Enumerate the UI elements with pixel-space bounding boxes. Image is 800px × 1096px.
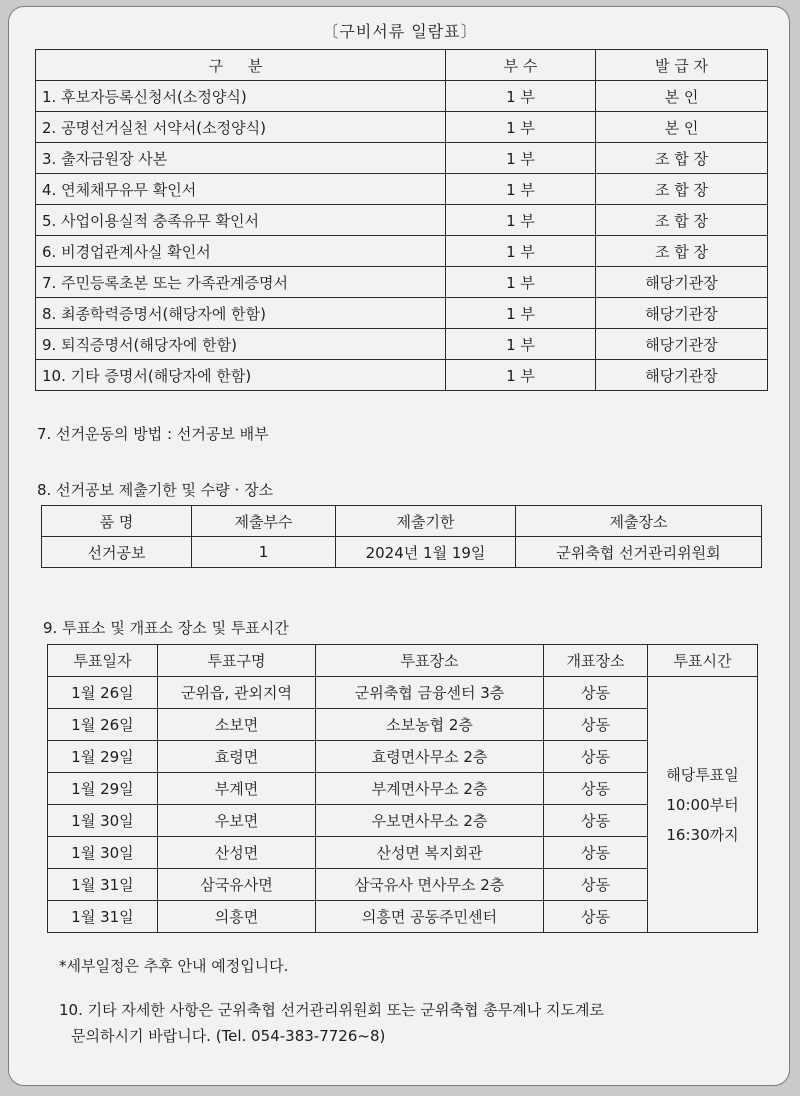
cell-voting-time xyxy=(648,677,758,933)
cell-location: 삼국유사 면사무소 2층 xyxy=(316,869,544,901)
cell-item: 9. 퇴직증명서(해당자에 한함) xyxy=(36,329,446,360)
table-row xyxy=(36,112,768,143)
cell-issuer: 해당기관장 xyxy=(596,360,768,391)
cell-date: 1월 31일 xyxy=(48,869,158,901)
cell-count-place: 상동 xyxy=(544,773,648,805)
cell-item: 2. 공명선거실천 서약서(소정양식) xyxy=(36,112,446,143)
cell-item: 4. 연체채무유무 확인서 xyxy=(36,174,446,205)
schedule-note: *세부일정은 추후 안내 예정입니다. xyxy=(59,957,289,975)
cell-place: 군위축협 선거관리위원회 xyxy=(516,537,762,568)
header-time: 투표시간 xyxy=(648,645,758,677)
table-row xyxy=(48,677,758,709)
cell-district: 부계면 xyxy=(158,773,316,805)
cell-date: 1월 29일 xyxy=(48,773,158,805)
table-row xyxy=(36,143,768,174)
cell-item: 8. 최종학력증명서(해당자에 한함) xyxy=(36,298,446,329)
cell-count-place: 상동 xyxy=(544,869,648,901)
table-row xyxy=(36,298,768,329)
header-place: 제출장소 xyxy=(516,506,762,537)
cell-district: 소보면 xyxy=(158,709,316,741)
table-row xyxy=(36,267,768,298)
cell-count-place: 상동 xyxy=(544,805,648,837)
cell-location: 의흥면 공동주민센터 xyxy=(316,901,544,933)
cell-issuer: 조 합 장 xyxy=(596,236,768,267)
header-district: 투표구명 xyxy=(158,645,316,677)
section9-heading: 9. 투표소 및 개표소 장소 및 투표시간 xyxy=(43,619,289,637)
table-header-row xyxy=(42,506,762,537)
cell-issuer: 해당기관장 xyxy=(596,298,768,329)
cell-location: 부계면사무소 2층 xyxy=(316,773,544,805)
cell-item: 3. 출자금원장 사본 xyxy=(36,143,446,174)
cell-item: 6. 비경업관계사실 확인서 xyxy=(36,236,446,267)
cell-date: 1월 26일 xyxy=(48,709,158,741)
header-copies: 부 수 xyxy=(446,50,596,81)
cell-date: 1월 29일 xyxy=(48,741,158,773)
cell-issuer: 조 합 장 xyxy=(596,174,768,205)
cell-district: 군위읍, 관외지역 xyxy=(158,677,316,709)
doc-title: 〔구비서류 일람표〕 xyxy=(322,22,478,41)
section10-line2: 문의하시기 바랍니다. (Tel. 054-383-7726~8) xyxy=(71,1027,386,1045)
cell-copies: 1 부 xyxy=(446,360,596,391)
cell-copies: 1 부 xyxy=(446,329,596,360)
table-row xyxy=(36,81,768,112)
header-item: 품 명 xyxy=(42,506,192,537)
cell-deadline: 2024년 1월 19일 xyxy=(336,537,516,568)
cell-issuer: 해당기관장 xyxy=(596,329,768,360)
cell-copies: 1 부 xyxy=(446,112,596,143)
table-row xyxy=(36,205,768,236)
cell-copies: 1 부 xyxy=(446,205,596,236)
cell-count-place: 상동 xyxy=(544,837,648,869)
cell-copies: 1 부 xyxy=(446,236,596,267)
table-header-row xyxy=(48,645,758,677)
table-header-row xyxy=(36,50,768,81)
header-count: 제출부수 xyxy=(192,506,336,537)
cell-location: 군위축협 금융센터 3층 xyxy=(316,677,544,709)
header-location: 투표장소 xyxy=(316,645,544,677)
cell-count-place: 상동 xyxy=(544,677,648,709)
cell-date: 1월 30일 xyxy=(48,837,158,869)
cell-location: 산성면 복지회관 xyxy=(316,837,544,869)
cell-issuer: 본 인 xyxy=(596,81,768,112)
cell-item: 5. 사업이용실적 충족유무 확인서 xyxy=(36,205,446,236)
cell-copies: 1 부 xyxy=(446,174,596,205)
cell-date: 1월 26일 xyxy=(48,677,158,709)
voting-table xyxy=(47,644,758,933)
cell-item: 7. 주민등록초본 또는 가족관계증명서 xyxy=(36,267,446,298)
table-row xyxy=(36,360,768,391)
table-row xyxy=(36,174,768,205)
cell-district: 의흥면 xyxy=(158,901,316,933)
cell-district: 효령면 xyxy=(158,741,316,773)
section10-line1: 10. 기타 자세한 사항은 군위축협 선거관리위원회 또는 군위축협 총무계나 지도계로 xyxy=(59,1001,604,1019)
header-date: 투표일자 xyxy=(48,645,158,677)
cell-copies: 1 부 xyxy=(446,143,596,174)
table-row xyxy=(42,537,762,568)
submission-table xyxy=(41,505,762,568)
cell-district: 우보면 xyxy=(158,805,316,837)
cell-issuer: 본 인 xyxy=(596,112,768,143)
section8-heading: 8. 선거공보 제출기한 및 수량 · 장소 xyxy=(37,481,274,499)
cell-district: 산성면 xyxy=(158,837,316,869)
cell-district: 삼국유사면 xyxy=(158,869,316,901)
cell-issuer: 조 합 장 xyxy=(596,143,768,174)
cell-copies: 1 부 xyxy=(446,267,596,298)
header-category: 구 분 xyxy=(36,50,446,81)
table-row xyxy=(36,329,768,360)
table-row xyxy=(36,236,768,267)
cell-count-place: 상동 xyxy=(544,901,648,933)
cell-item: 1. 후보자등록신청서(소정양식) xyxy=(36,81,446,112)
required-docs-table xyxy=(35,49,768,391)
voting-time-line: 10:00부터 xyxy=(666,795,739,814)
header-count-place: 개표장소 xyxy=(544,645,648,677)
section7-text: 7. 선거운동의 방법 : 선거공보 배부 xyxy=(37,425,269,443)
cell-location: 우보면사무소 2층 xyxy=(316,805,544,837)
cell-item: 10. 기타 증명서(해당자에 한함) xyxy=(36,360,446,391)
voting-time-line: 해당투표일 xyxy=(666,765,739,784)
cell-issuer: 조 합 장 xyxy=(596,205,768,236)
cell-count: 1 xyxy=(192,537,336,568)
cell-location: 소보농협 2층 xyxy=(316,709,544,741)
cell-copies: 1 부 xyxy=(446,81,596,112)
cell-issuer: 해당기관장 xyxy=(596,267,768,298)
cell-date: 1월 30일 xyxy=(48,805,158,837)
cell-location: 효령면사무소 2층 xyxy=(316,741,544,773)
header-issuer: 발 급 자 xyxy=(596,50,768,81)
cell-date: 1월 31일 xyxy=(48,901,158,933)
cell-item: 선거공보 xyxy=(42,537,192,568)
voting-time-line: 16:30까지 xyxy=(666,825,739,844)
cell-copies: 1 부 xyxy=(446,298,596,329)
document-page xyxy=(8,6,790,1086)
header-deadline: 제출기한 xyxy=(336,506,516,537)
cell-count-place: 상동 xyxy=(544,709,648,741)
cell-count-place: 상동 xyxy=(544,741,648,773)
